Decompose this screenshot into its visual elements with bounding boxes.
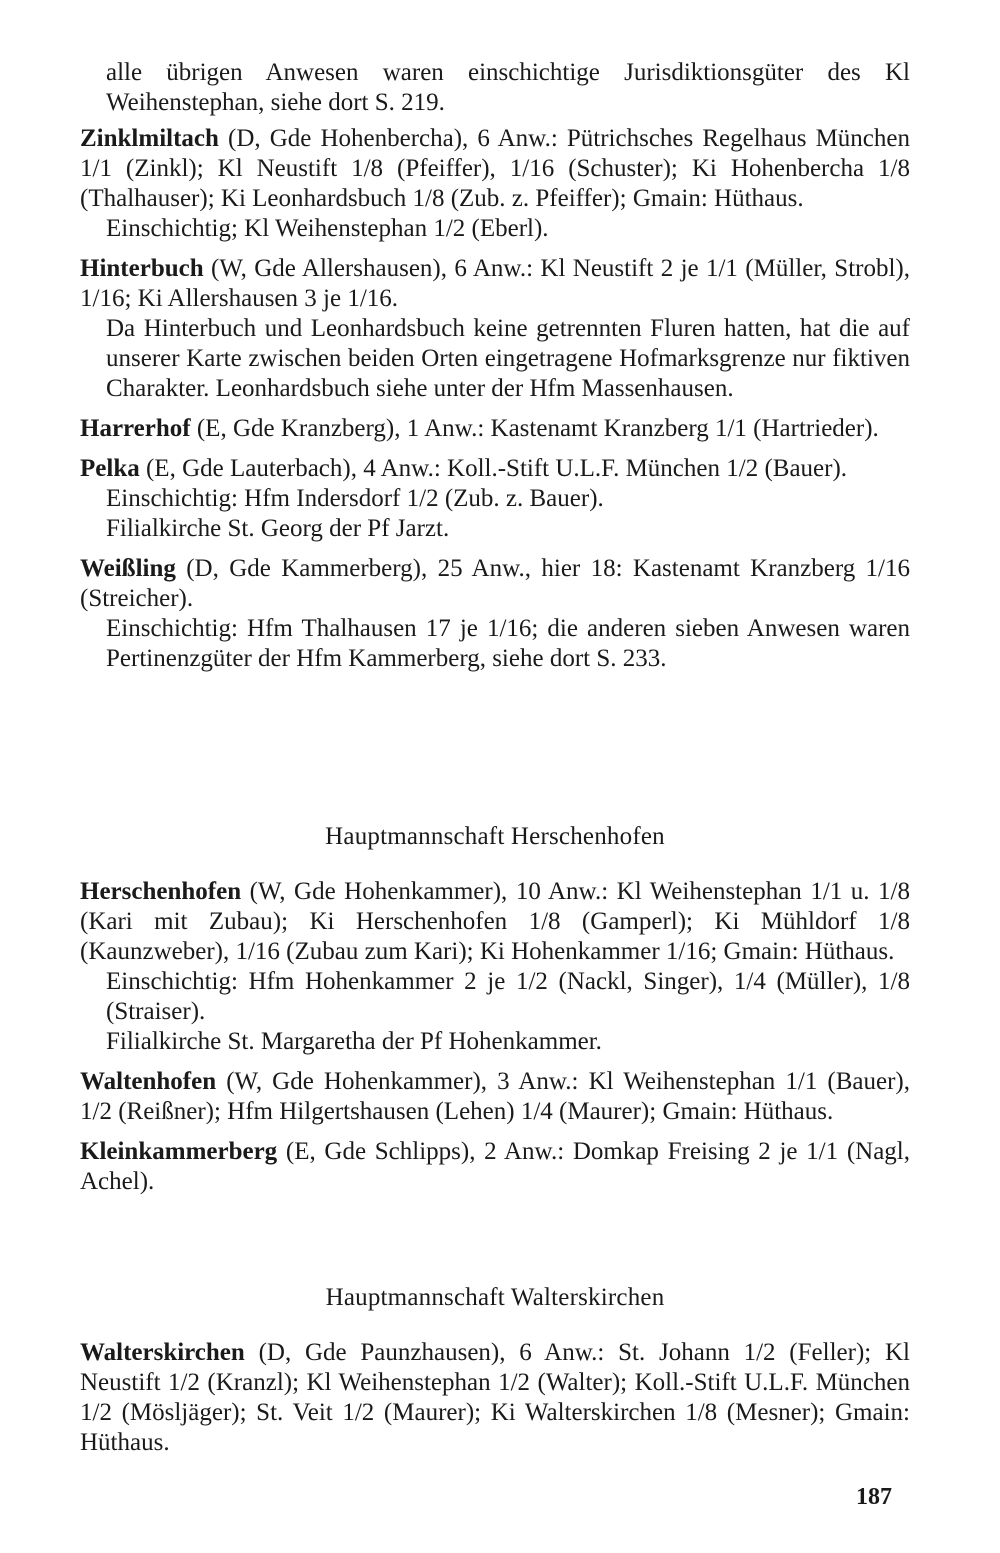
entry-text: (E, Gde Kranzberg), 1 Anw.: Kastenamt Kranzberg 1/1 (Hartrieder). — [190, 415, 879, 442]
entry-kleinkammerberg — [80, 1137, 910, 1197]
entry-pelka — [80, 454, 910, 544]
entry-name: Zinklmiltach — [80, 125, 219, 152]
entry-text: (W, Gde Hohenkammer), 10 Anw.: Kl Weihenstephan 1/1 u. 1/8 (Kari mit Zubau); Ki Herschenhofen 1/8 (Gamperl); Ki Mühldorf 1/8 (Kaunzweber), 1/16 (Zubau zum Kari); Ki Hohenkammer 1/16; Gmain: Hüthaus. — [80, 878, 910, 965]
entry-text: (D, Gde Paunzhausen), 6 Anw.: St. Johann 1/2 (Feller); Kl Neustift 1/2 (Kranzl); Kl Weihenstephan 1/2 (Walter); Koll.-Stift U.L.F. München 1/2 (Mösljäger); St. Veit 1/2 (Maurer); Ki Walterskirchen 1/8 (Mesner); Gmain: Hüthaus. — [80, 1339, 910, 1456]
entry-text: (E, Gde Schlipps), 2 Anw.: Domkap Freising 2 je 1/1 (Nagl, Achel). — [80, 1138, 910, 1195]
entry-harrerhof — [80, 414, 910, 444]
entry-name: Weißling — [80, 555, 176, 582]
entry-text: (W, Gde Hohenkammer), 3 Anw.: Kl Weihenstephan 1/1 (Bauer), 1/2 (Reißner); Hfm Hilgertshausen (Lehen) 1/4 (Maurer); Gmain: Hüthaus. — [80, 1068, 910, 1125]
section-heading: Hauptmannschaft Herschenhofen — [325, 823, 665, 850]
entry-text: (D, Gde Kammerberg), 25 Anw., hier 18: Kastenamt Kranzberg 1/16 (Streicher). — [80, 555, 910, 612]
intro-text: alle übrigen Anwesen waren einschichtige Jurisdiktionsgüter des Kl Weihenstephan, siehe dort S. 219. — [106, 59, 910, 116]
entry-text: (E, Gde Lauterbach), 4 Anw.: Koll.-Stift U.L.F. München 1/2 (Bauer). — [139, 455, 848, 482]
entry-sub: Einschichtig: Hfm Hohenkammer 2 je 1/2 (Nackl, Singer), 1/4 (Müller), 1/8 (Straiser). — [106, 968, 910, 1025]
section-herschenhofen — [80, 822, 910, 1197]
intro-block — [80, 58, 910, 118]
entry-text: (D, Gde Hohenbercha), 6 Anw.: Pütrichsches Regelhaus München 1/1 (Zinkl); Kl Neustift 1/8 (Pfeiffer), 1/16 (Schuster); Ki Hohenbercha 1/8 (Thalhauser); Ki Leonhardsbuch 1/8 (Zub. z. Pfeiffer); Gmain: Hüthaus. — [80, 125, 910, 212]
page-number: 187 — [856, 1484, 892, 1510]
entry-name: Kleinkammerberg — [80, 1138, 278, 1165]
entry-sub: Einschichtig: Hfm Thalhausen 17 je 1/16; die anderen sieben Anwesen waren Pertinenzgüter der Hfm Kammerberg, siehe dort S. 233. — [106, 615, 910, 672]
entry-name: Harrerhof — [80, 415, 191, 442]
entry-name: Waltenhofen — [80, 1068, 217, 1095]
entry-sub: Da Hinterbuch und Leonhardsbuch keine getrennten Fluren hatten, hat die auf unserer Karte zwischen beiden Orten eingetragene Hofmarksgrenze nur fiktiven Charakter. Leonhardsbuch siehe unter der Hfm Massenhausen. — [106, 315, 910, 402]
entry-weissling — [80, 554, 910, 674]
entry-waltenhofen — [80, 1067, 910, 1127]
entry-name: Walterskirchen — [80, 1339, 245, 1366]
entry-name: Hinterbuch — [80, 255, 204, 282]
entry-walterskirchen — [80, 1338, 910, 1458]
entry-sub: Einschichtig: Hfm Indersdorf 1/2 (Zub. z. Bauer). — [106, 485, 604, 512]
entry-zinklmiltach — [80, 124, 910, 244]
entry-hinterbuch — [80, 254, 910, 404]
entry-sub: Filialkirche St. Georg der Pf Jarzt. — [106, 515, 450, 542]
section-heading: Hauptmannschaft Walterskirchen — [325, 1284, 665, 1311]
entry-sub: Filialkirche St. Margaretha der Pf Hohenkammer. — [106, 1028, 602, 1055]
entry-sub: Einschichtig; Kl Weihenstephan 1/2 (Eberl). — [106, 215, 549, 242]
entry-text: (W, Gde Allershausen), 6 Anw.: Kl Neustift 2 je 1/1 (Müller, Strobl), 1/16; Ki Allershausen 3 je 1/16. — [80, 255, 910, 312]
section-walterskirchen — [80, 1283, 910, 1458]
entry-herschenhofen — [80, 877, 910, 1057]
entry-name: Pelka — [80, 455, 140, 482]
entries-block — [80, 124, 910, 674]
entry-name: Herschenhofen — [80, 878, 242, 905]
